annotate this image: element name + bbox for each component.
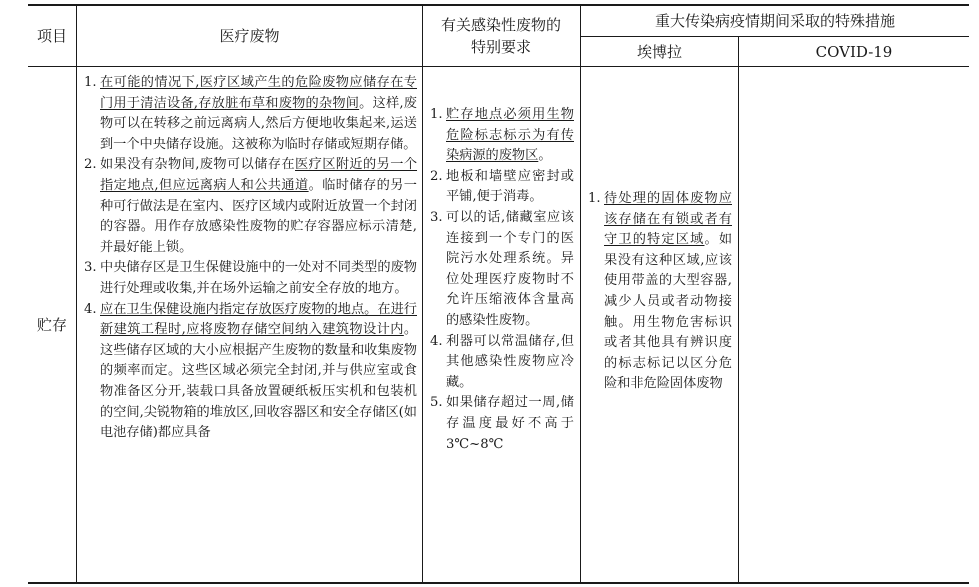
col-divider-1 [76,4,77,583]
list-item-number: 4. [84,301,97,317]
list-item-text [100,73,417,155]
header-ebola-text: 埃博拉 [636,42,682,61]
list-item [84,258,417,299]
list-item-text: 如果储存超过一周,储存温度最好不高于3℃~8℃ [446,395,574,452]
col-divider-4 [738,36,739,583]
plain-text: 。如果没有这种区域,应该使用带盖的大型容器,减少人员或者动物接触。用生物危害标识或者其他具有辨识度的标志标记以区分危险和非危险固体废物 [604,232,733,392]
col-divider-3 [580,4,581,583]
list-item-number: 4. [430,333,443,349]
underlined-text: 贮存地点必须用生物危险标志标示为有传染病源的废物区 [446,107,574,164]
underlined-text: 医疗区附近的另一个指定地点,但应远离病人和公共通道 [100,157,418,193]
plain-text: 。 [538,148,552,164]
header-infectious-req [438,6,564,66]
list-item-text [100,155,417,258]
header-item [34,6,70,66]
underlined-text: 待处理的固体废物应该存储在有锁或者有守卫的特定区域 [604,191,732,248]
list-item [430,332,574,394]
list-item-text: 可以的话,储藏室应该连接到一个专门的医院污水处理系统。异位处理医疗废物时不允许压缩液体含量高的感染性废物。 [446,209,574,328]
underlined-text: 在可能的情况下,医疗区域产生的危险废物应储存在专门用于清洁设备,存放脏布草和废物的杂物间 [100,75,417,111]
plain-text: 。这样,废物可以在转移之前远离病人,然后方便地收集起来,运送到一个中央储存设施。这被称为临时存储或短期存储。 [100,95,417,152]
header-medical-waste-text: 医疗废物 [219,27,280,45]
list-item-number: 1. [588,191,601,206]
list-item [588,189,732,395]
list-item-text [604,189,732,395]
row-label-storage-text: 贮存 [36,315,67,334]
list-item-number: 2. [84,157,97,173]
header-item-text: 项目 [36,27,67,45]
medical-waste-list [84,73,417,444]
header-covid [739,37,969,66]
plain-text: 如果没有杂物间,废物可以储存在 [100,157,296,173]
plain-text: 。临时储存的另一种可行做法是在室内、医疗区域内或附近放置一个封闭的容器。用作存放感染性废物的贮存容器应标示清楚,并最好能上锁。 [100,177,417,255]
list-item [430,167,574,208]
list-item [84,73,417,155]
infectious-req-list [430,105,574,455]
header-bottom-border [28,66,969,67]
list-item [430,105,574,167]
header-infectious-req-text: 有关感染性废物的特别要求 [440,16,561,56]
list-item-text [100,300,417,444]
list-item [84,155,417,258]
header-medical-waste [77,6,422,66]
list-item [430,393,574,455]
list-item-text [446,105,574,167]
plain-text: 。这些储存区域的大小应根据产生废物的数量和收集废物的频率而定。这些区域必须完全封闭,并与供应室或食物准备区分开,装载口具备放置硬纸板压实机和包装机的空间,尖锐物箱的堆放区,回收容器区和安全存储区(如电池存储)都应具备 [100,322,417,441]
medical-waste-cell [84,73,417,444]
ebola-list [588,189,732,395]
header-covid-text: COVID-19 [815,42,893,61]
row-label-storage [28,67,76,582]
header-special-measures-text: 重大传染病疫情期间采取的特殊措施 [654,11,895,30]
list-item-text: 利器可以常温储存,但其他感染性废物应冷藏。 [446,333,574,390]
list-item [84,300,417,444]
ebola-cell [588,189,732,395]
list-item-number: 1. [430,107,443,122]
underlined-text: 应在卫生保健设施内指定存放医疗废物的地点。在进行新建筑工程时,应将废物存储空间纳入建筑物设计内 [100,301,417,338]
list-item-text: 中央储存区是卫生保健设施中的一处对不同类型的废物进行处理或收集,并在场外运输之前安全存放的地方。 [100,260,417,296]
header-special-measures [581,5,969,36]
infectious-req-cell [430,105,574,455]
list-item-number: 3. [430,209,443,225]
table-bottom-border [28,582,969,584]
list-item-number: 2. [430,168,443,184]
header-ebola [581,37,738,66]
list-item-number: 3. [84,260,97,276]
col-divider-2 [422,4,423,583]
list-item [430,208,574,332]
list-item-number: 1. [84,75,97,90]
list-item-number: 5. [430,395,443,411]
list-item-text: 地板和墙壁应密封或平铺,便于消毒。 [446,168,574,205]
